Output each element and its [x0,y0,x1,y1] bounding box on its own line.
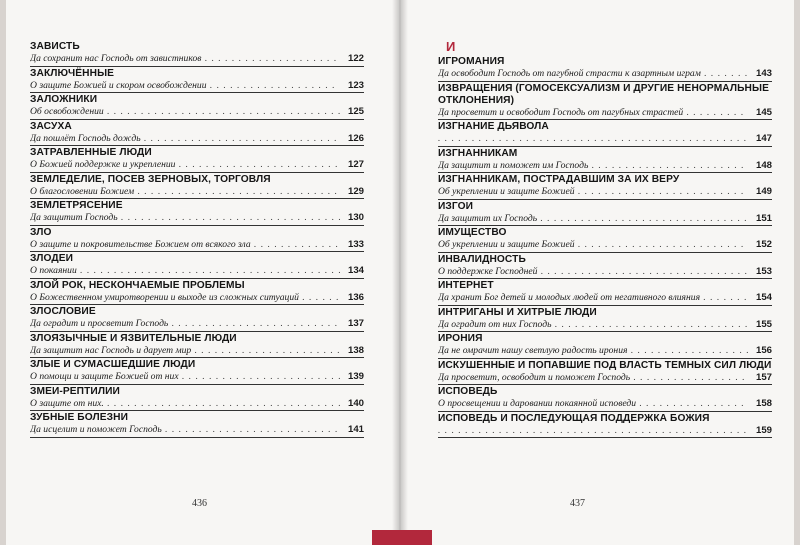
toc-entry-description [438,239,772,251]
toc-entry-page-number: 153 [755,265,772,277]
toc-entry-description [30,318,364,330]
toc-entry-page-number: 154 [755,292,772,303]
toc-entry-page-number: 125 [347,106,364,117]
toc-entry-title: ИНТРИГАНЫ И ХИТРЫЕ ЛЮДИ [438,306,597,318]
toc-entry-description-text: О Божественном умиротворении и выходе из сложных ситуаций [30,291,299,303]
section-letter: И [446,39,456,54]
toc-entry-description [438,266,772,278]
dot-leader: . . . . . . . . . . . . . . . . . . . . . . . . . . . . . . . . . . . [103,397,342,409]
left-page-number: 436 [192,498,207,509]
toc-entry [438,55,772,82]
toc-entry-title: ЗМЕИ-РЕПТИЛИИ [30,385,120,397]
dot-leader: . . . . . . . . . . . . . . . . . [630,371,746,383]
toc-entry-description-text: Да защитит нас Господь и дарует мир [30,344,192,356]
toc-entry-page-number: 157 [755,371,772,383]
toc-entry-description [30,186,364,198]
toc-entry [438,253,772,280]
toc-entry-title: ИЗГОИ [438,200,474,212]
toc-entry-description-text: Да оградит от них Господь [438,318,552,330]
toc-entry-page-number: 151 [755,212,772,224]
toc-entry [438,412,772,439]
toc-entry [438,332,772,359]
toc-entry-page-number: 129 [347,185,364,197]
toc-entry-description [438,319,772,331]
right-page-number: 437 [570,498,585,509]
dot-leader: . . . . . . . . . . . . . . . . . . . . . . . . . . . . . . . [537,212,748,224]
toc-entry-description-text: Да защитит их Господь [438,212,538,224]
toc-entry [30,173,364,200]
toc-entry [30,358,364,385]
toc-entry [30,305,364,332]
toc-entry [438,120,772,147]
toc-entry-title: ЗЕМЛЕТРЯСЕНИЕ [30,200,123,211]
toc-entry-title: ЗАСУХА [30,120,72,132]
toc-entry-description [30,398,364,410]
toc-entry-description-text: О покаянии [30,265,77,276]
toc-entry-title: ИСПОВЕДЬ [438,386,498,397]
dot-leader: . . . . . . . . . . . . . . . . . . . . . . . . . [168,318,339,329]
toc-entry-description [30,239,364,251]
toc-entry-page-number: 139 [347,371,364,382]
toc-entry-description-text: Да не омрачит нашу светлую радость ирония [438,345,628,356]
toc-entry-description-text: О Божией поддержке и укреплении [30,159,176,170]
toc-entry-title: ИСКУШЕННЫЕ И ПОПАВШИЕ ПОД ВЛАСТЬ ТЕМНЫХ СИЛ ЛЮДИ [438,359,772,371]
toc-entry [30,226,364,253]
toc-entry [30,252,364,279]
toc-entry-page-number: 137 [347,318,364,329]
toc-entry [438,385,772,412]
toc-entry-title: ИГРОМАНИЯ [438,56,505,67]
toc-entry-page-number: 122 [347,53,364,64]
toc-entry [438,279,772,306]
toc-entry-title: ЗАКЛЮЧЁННЫЕ [30,67,115,79]
toc-entry-title: ИМУЩЕСТВО [438,227,507,238]
toc-entry-description-text: Да просветит, освободит и поможет Господь [438,371,631,383]
toc-entry-description-text: О защите от них. [30,397,104,409]
dot-leader: . . . . . . . . . . . . . . . . . . . . . . . . . . . . . . . . . . . . . . . . . . . . . . [438,133,748,144]
toc-entry-page-number: 130 [347,212,364,223]
toc-entry-description-text: Да оградит и просветит Господь [30,318,169,329]
toc-entry-page-number: 155 [755,318,772,330]
toc-entry-title: ЗЛОЯЗЫЧНЫЕ И ЯЗВИТЕЛЬНЫЕ ЛЮДИ [30,332,237,344]
left-toc-list [30,40,364,438]
toc-entry-description-text: О поддержке Господней [438,265,538,277]
toc-entry-title: ЗЛОДЕИ [30,253,74,264]
toc-entry-description [438,160,772,172]
dot-leader: . . . . . . . . . . . . . . . . . . . . . . . . [178,371,342,382]
toc-entry-description [30,159,364,171]
toc-entry-page-number: 143 [755,68,772,79]
dot-leader: . . . . . . . . . . . . . . . . . . . . . . . . . . . . . . [134,185,339,197]
toc-entry [30,199,364,226]
toc-entry-description-text: Да защитит и поможет им Господь [438,159,589,171]
toc-entry [438,226,772,253]
toc-entry-title: ИЗВРАЩЕНИЯ (ГОМОСЕКСУАЛИЗМ И ДРУГИЕ НЕНОРМАЛЬНЫЕ ОТКЛОНЕНИЯ) [438,82,769,106]
toc-entry-description-text: Да защитит Господь [30,212,118,223]
dot-leader: . . . . . . . . . . . . . . . . . . . . . . . . . . . . . [551,318,749,330]
toc-entry-description [438,345,772,357]
toc-entry [438,200,772,227]
toc-entry-description-text: Об укреплении и защите Божией [438,186,575,197]
toc-entry-page-number: 156 [755,345,772,356]
toc-entry-description-text: О просвещении и даровании покаянной исповеди [438,398,637,409]
toc-entry-description-text: Да освободит Господь от пагубной страсти к азартным играм [438,68,701,79]
page-edge [0,0,6,545]
toc-entry-page-number: 158 [755,398,772,409]
toc-entry [438,147,772,174]
toc-entry-title: ИЗГНАННИКАМ, ПОСТРАДАВШИМ ЗА ИХ ВЕРУ [438,174,680,185]
dot-leader: . . . . . . . . . . . . . . . . . . . . . . . . . . . . . . . . . [117,212,342,223]
toc-entry-description-text: Да пошлёт Господь дождь [30,132,141,144]
toc-entry-title: ЗАВИСТЬ [30,41,80,52]
toc-entry-title: ЗЛОЙ РОК, НЕСКОНЧАЕМЫЕ ПРОБЛЕМЫ [30,279,245,291]
toc-entry-description [438,133,772,145]
dot-leader: . . . . . . . . . . . . . . . . . . . . . . . . . [574,186,745,197]
toc-entry [30,385,364,412]
toc-entry-title: ИНВАЛИДНОСТЬ [438,253,526,265]
dot-leader: . . . . . . . . . . . . . . . . . . . . . . . . . [574,239,745,250]
toc-entry-description [30,424,364,436]
toc-entry-page-number: 147 [755,133,772,144]
toc-entry-page-number: 136 [347,291,364,303]
toc-entry-description-text: О благословении Божием [30,185,135,197]
toc-entry-page-number: 148 [755,159,772,171]
page-edge [794,0,800,545]
toc-entry-page-number: 141 [347,424,364,435]
dot-leader: . . . . . . . . . . . . . . . . . . . . . . . . [175,159,339,170]
dot-leader: . . . . . . . . . . . . . . . . . . . . . . . . . . . . . . . [537,265,749,277]
toc-entry-title: ИНТЕРНЕТ [438,280,494,291]
dot-leader: . . . . . . . . . . . . . . . . . . . . [201,53,338,64]
toc-entry-title: ИЗГНАННИКАМ [438,147,518,159]
toc-entry-description [30,80,364,92]
toc-entry-description [30,212,364,224]
toc-entry-title: ИСПОВЕДЬ И ПОСЛЕДУЮЩАЯ ПОДДЕРЖКА БОЖИЯ [438,412,710,424]
toc-entry-description [30,265,364,277]
toc-entry-description-text: О помощи и защите Божией от них [30,371,179,382]
toc-entry-description [438,372,772,384]
dot-leader: . . . . . . . . . . . . . . . . . . . . . . [191,344,341,356]
toc-entry-page-number: 152 [755,239,772,250]
dot-leader: . . . . . . . [700,68,749,79]
dot-leader: . . . . . . [298,291,340,303]
toc-entry-description-text: О защите Божией и скором освобождении [30,79,207,91]
toc-entry-description [30,133,364,145]
toc-entry-page-number: 133 [347,238,364,250]
toc-entry [438,82,772,121]
toc-entry-page-number: 127 [347,159,364,170]
toc-entry-title: ЗУБНЫЕ БОЛЕЗНИ [30,412,129,423]
toc-entry-title: ИЗГНАНИЕ ДЬЯВОЛА [438,121,549,132]
toc-entry [30,120,364,147]
toc-entry-description [30,371,364,383]
toc-entry [438,173,772,200]
toc-entry-page-number: 149 [755,186,772,197]
book-binding [372,530,432,545]
toc-entry [30,279,364,306]
toc-entry-description [438,398,772,410]
toc-entry-title: ЗАЛОЖНИКИ [30,94,98,105]
dot-leader: . . . . . . . . . . . . . . . . . . . . . . . . . . . . . . . . . . . [103,106,342,117]
toc-entry [30,40,364,67]
toc-entry-title: ЗЛО [30,226,52,238]
toc-entry-description-text: Да хранит Бог детей и молодых людей от негативного влияния [438,292,701,303]
toc-entry-page-number: 138 [347,344,364,356]
toc-entry [30,67,364,94]
toc-entry-title: ЗЕМЛЕДЕЛИЕ, ПОСЕВ ЗЕРНОВЫХ, ТОРГОВЛЯ [30,173,271,185]
toc-entry-description [438,107,772,119]
toc-entry-page-number: 159 [755,424,772,436]
dot-leader: . . . . . . . . . . . . . . . . [636,398,745,409]
dot-leader: . . . . . . . . . . . . . . . . . . . [206,79,336,91]
dot-leader: . . . . . . . [700,292,748,303]
dot-leader: . . . . . . . . . . . . . . . . . . . . . . . . . . . . . . . . . . . . . . . . . . . . . . [438,424,748,436]
toc-entry-title: ЗЛОСЛОВИЕ [30,306,96,317]
toc-entry-page-number: 134 [347,265,364,276]
toc-entry-description [30,292,364,304]
toc-entry-description [438,425,772,437]
toc-entry [30,93,364,120]
dot-leader: . . . . . . . . . [683,106,745,118]
toc-entry-title: ИРОНИЯ [438,333,483,344]
toc-entry-description [30,53,364,65]
book-gutter [392,0,408,545]
toc-entry-description-text: Да исцелит и поможет Господь [30,424,162,435]
toc-entry-description [438,186,772,198]
right-page [400,0,800,545]
toc-entry-page-number: 123 [347,79,364,91]
toc-entry-description-text: Об укреплении и защите Божией [438,239,575,250]
toc-entry-description [30,345,364,357]
toc-entry-page-number: 145 [755,106,772,118]
toc-entry-description [438,68,772,80]
dot-leader: . . . . . . . . . . . . . [250,238,340,250]
dot-leader: . . . . . . . . . . . . . . . . . . . . . . . . . . . . . [140,132,338,144]
dot-leader: . . . . . . . . . . . . . . . . . . . . . . . [588,159,745,171]
right-toc-list [438,40,772,438]
toc-entry [30,332,364,359]
dot-leader: . . . . . . . . . . . . . . . . . . [627,345,750,356]
toc-entry-page-number: 126 [347,132,364,144]
toc-entry-description [438,292,772,304]
toc-entry-description [30,106,364,118]
toc-entry-description-text: Да просветит и освободит Господь от пагубных страстей [438,106,684,118]
toc-entry [438,359,772,386]
toc-entry-title: ЗЛЫЕ И СУМАСШЕДШИЕ ЛЮДИ [30,359,196,370]
toc-entry-description-text: Да сохранит нас Господь от завистников [30,53,202,64]
toc-entry [30,411,364,438]
toc-entry-description-text: Об освобождении [30,106,104,117]
toc-entry-page-number: 140 [347,397,364,409]
toc-entry [30,146,364,173]
toc-entry-description [438,213,772,225]
toc-entry-description-text: О защите и покровительстве Божием от всякого зла [30,238,251,250]
toc-entry-title: ЗАТРАВЛЕННЫЕ ЛЮДИ [30,147,152,158]
toc-entry [438,306,772,333]
dot-leader: . . . . . . . . . . . . . . . . . . . . . . . . . . . . . . . . . . . . . . . [76,265,342,276]
dot-leader: . . . . . . . . . . . . . . . . . . . . . . . . . . [161,424,339,435]
